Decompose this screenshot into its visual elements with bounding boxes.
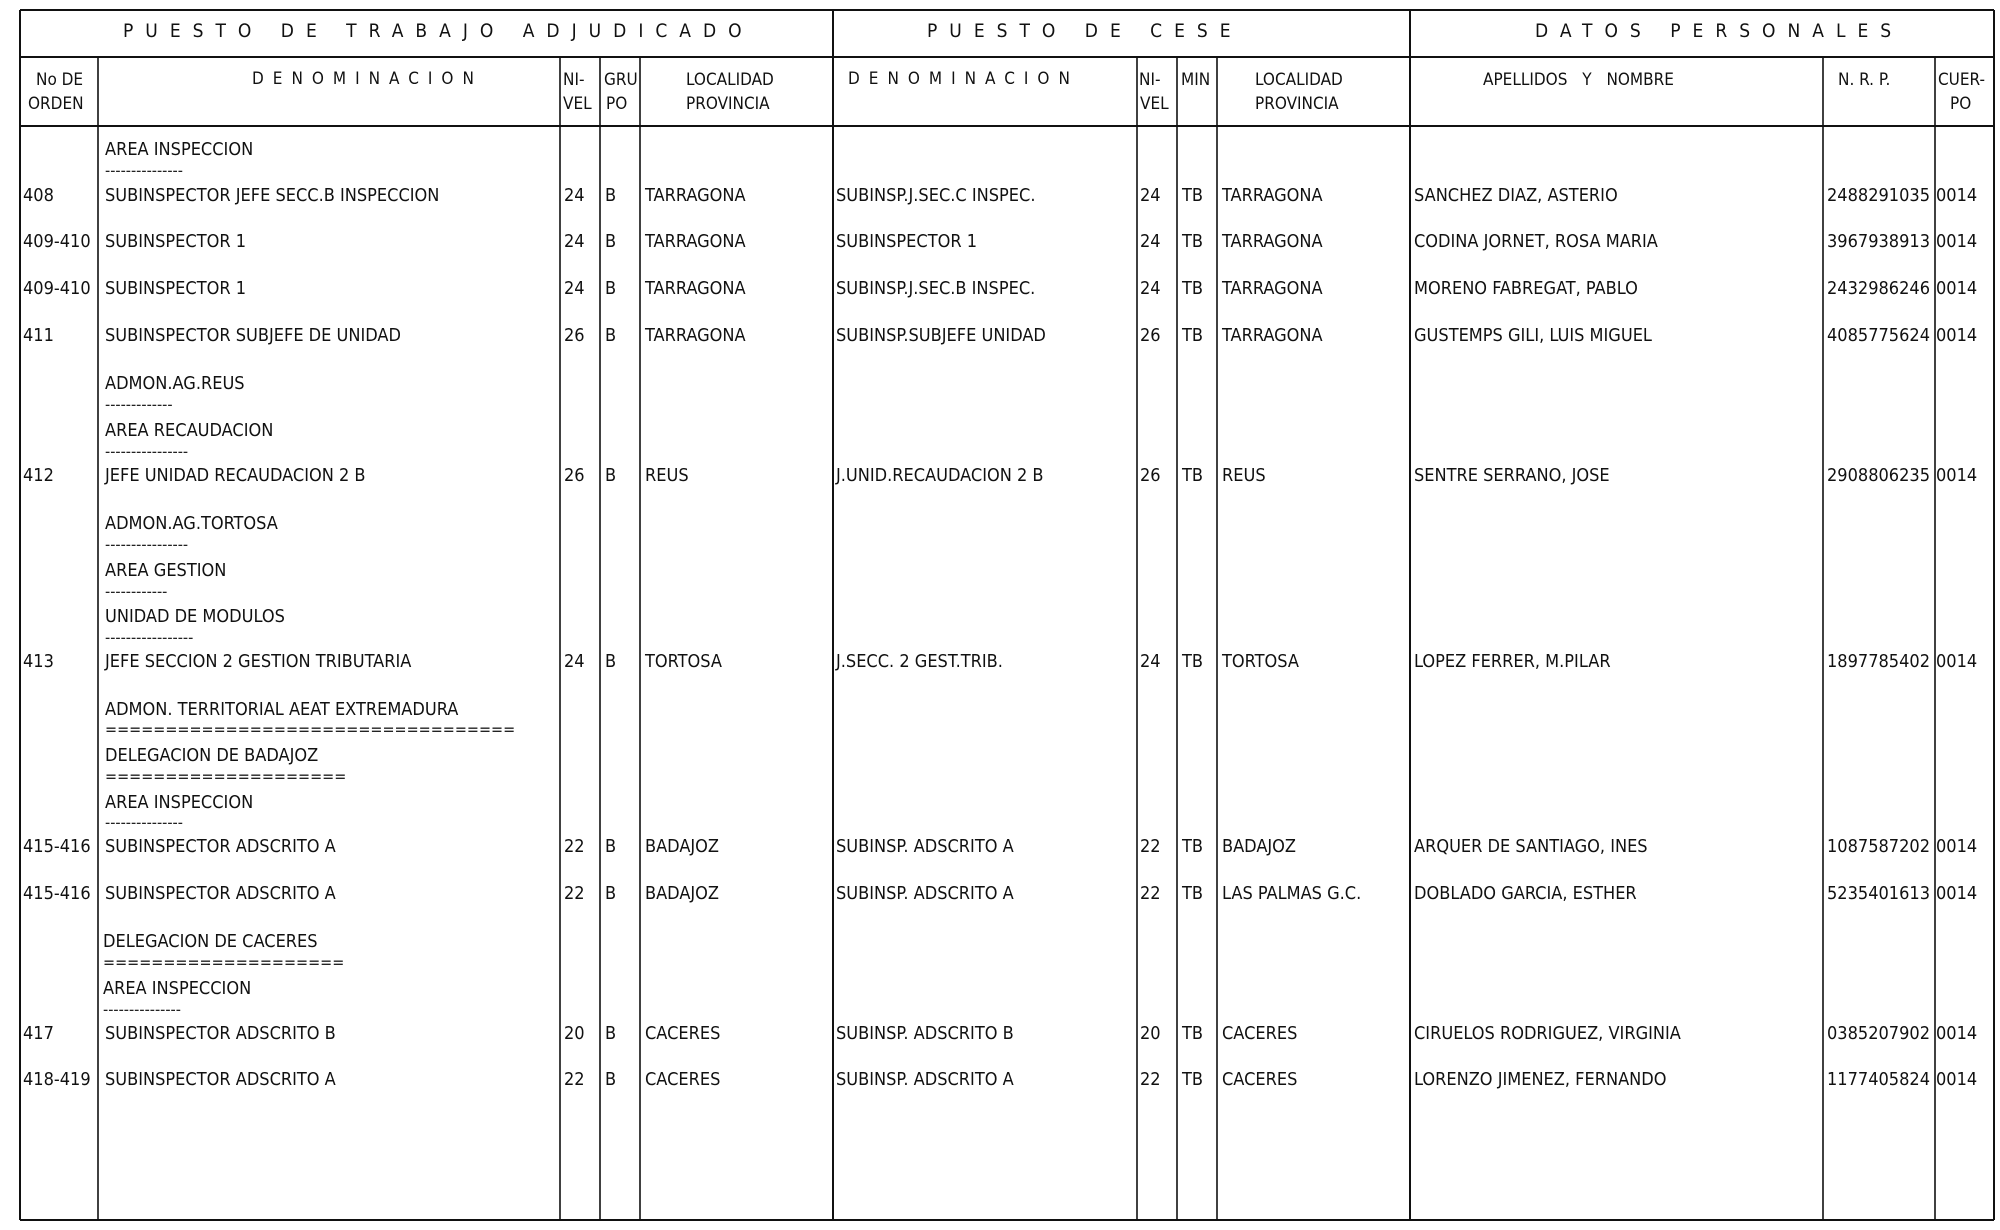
row-cese-localidad: TORTOSA	[1222, 651, 1299, 672]
row-cese-denominacion: J.UNID.RECAUDACION 2 B	[836, 465, 1044, 486]
row-cese-denominacion: J.SECC. 2 GEST.TRIB.	[836, 651, 1003, 672]
row-grupo: B	[605, 185, 617, 206]
row-nombre: MORENO FABREGAT, PABLO	[1414, 278, 1638, 299]
row-denominacion: JEFE SECCION 2 GESTION TRIBUTARIA	[105, 651, 412, 672]
row-orden: 409-410	[23, 231, 91, 252]
row-denominacion: SUBINSPECTOR ADSCRITO A	[105, 836, 336, 857]
header-grupo-2: PO	[606, 94, 628, 114]
header-cese-localidad-2: PROVINCIA	[1255, 94, 1339, 114]
row-localidad: BADAJOZ	[645, 883, 720, 904]
row-cese-localidad: REUS	[1222, 465, 1266, 486]
section-underline: ---------------	[105, 161, 183, 180]
row-cese-denominacion: SUBINSPECTOR 1	[836, 231, 978, 252]
row-orden: 415-416	[23, 883, 91, 904]
row-localidad: BADAJOZ	[645, 836, 720, 857]
header-localidad-1: LOCALIDAD	[686, 70, 774, 90]
row-localidad: REUS	[645, 465, 689, 486]
section-underline: ==================================	[105, 720, 516, 739]
header-nrp: N. R. P.	[1838, 70, 1891, 90]
header-cese-nivel-2: VEL	[1140, 94, 1169, 114]
row-nrp: 0385207902	[1827, 1023, 1931, 1044]
row-nombre: DOBLADO GARCIA, ESTHER	[1414, 883, 1637, 904]
header-group-cese: PUESTO DE CESE	[927, 20, 1243, 42]
row-denominacion: JEFE UNIDAD RECAUDACION 2 B	[105, 465, 366, 486]
section-title: AREA INSPECCION	[103, 978, 252, 999]
row-nrp: 1897785402	[1827, 651, 1931, 672]
row-orden: 412	[23, 465, 54, 486]
row-cese-nivel: 24	[1140, 651, 1161, 672]
row-cese-nivel: 22	[1140, 836, 1161, 857]
row-cese-localidad: BADAJOZ	[1222, 836, 1297, 857]
section-title: AREA RECAUDACION	[105, 420, 274, 441]
row-cese-denominacion: SUBINSP. ADSCRITO A	[836, 1069, 1014, 1090]
row-nombre: LORENZO JIMENEZ, FERNANDO	[1414, 1069, 1667, 1090]
row-localidad: TARRAGONA	[645, 325, 746, 346]
section-underline: ---------------	[103, 1000, 181, 1019]
header-cese-nivel-1: NI-	[1139, 70, 1161, 90]
row-nivel: 24	[564, 278, 585, 299]
row-cese-denominacion: SUBINSP.SUBJEFE UNIDAD	[836, 325, 1046, 346]
row-nivel: 22	[564, 1069, 585, 1090]
row-cese-denominacion: SUBINSP.J.SEC.C INSPEC.	[836, 185, 1036, 206]
section-title: DELEGACION DE BADAJOZ	[105, 745, 319, 766]
header-group-adjudicado: PUESTO DE TRABAJO ADJUDICADO	[123, 20, 754, 42]
header-orden-2: ORDEN	[28, 94, 84, 114]
header-orden-1: No DE	[36, 70, 84, 90]
header-cuerpo-2: PO	[1950, 94, 1972, 114]
header-cese-localidad-1: LOCALIDAD	[1255, 70, 1343, 90]
row-nivel: 24	[564, 231, 585, 252]
row-nivel: 26	[564, 325, 585, 346]
row-localidad: TARRAGONA	[645, 231, 746, 252]
section-underline: ====================	[103, 953, 345, 972]
row-cese-localidad: TARRAGONA	[1222, 325, 1323, 346]
row-localidad: CACERES	[645, 1023, 721, 1044]
row-cuerpo: 0014	[1936, 278, 1978, 299]
row-denominacion: SUBINSPECTOR JEFE SECC.B INSPECCION	[105, 185, 440, 206]
row-nombre: SANCHEZ DIAZ, ASTERIO	[1414, 185, 1618, 206]
row-nrp: 4085775624	[1827, 325, 1931, 346]
row-grupo: B	[605, 231, 617, 252]
row-cuerpo: 0014	[1936, 1023, 1978, 1044]
row-grupo: B	[605, 1023, 617, 1044]
row-nivel: 20	[564, 1023, 585, 1044]
header-denominacion: DENOMINACION	[252, 69, 483, 89]
row-nrp: 1177405824	[1827, 1069, 1931, 1090]
row-orden: 413	[23, 651, 54, 672]
row-denominacion: SUBINSPECTOR ADSCRITO A	[105, 1069, 336, 1090]
section-title: DELEGACION DE CACERES	[103, 931, 318, 952]
row-cuerpo: 0014	[1936, 185, 1978, 206]
row-cuerpo: 0014	[1936, 651, 1978, 672]
row-cese-min: TB	[1182, 231, 1203, 252]
row-nombre: ARQUER DE SANTIAGO, INES	[1414, 836, 1648, 857]
row-cese-denominacion: SUBINSP.J.SEC.B INSPEC.	[836, 278, 1036, 299]
row-cese-min: TB	[1182, 465, 1203, 486]
header-cuerpo-1: CUER-	[1938, 70, 1985, 90]
section-title: AREA INSPECCION	[105, 792, 254, 813]
header-cese-denominacion: DENOMINACION	[848, 69, 1079, 89]
row-cese-min: TB	[1182, 325, 1203, 346]
header-nivel-2: VEL	[563, 94, 592, 114]
row-denominacion: SUBINSPECTOR SUBJEFE DE UNIDAD	[105, 325, 401, 346]
row-grupo: B	[605, 836, 617, 857]
row-cese-localidad: TARRAGONA	[1222, 185, 1323, 206]
row-cese-min: TB	[1182, 278, 1203, 299]
row-cese-nivel: 24	[1140, 185, 1161, 206]
row-grupo: B	[605, 325, 617, 346]
row-cuerpo: 0014	[1936, 231, 1978, 252]
row-cese-nivel: 26	[1140, 465, 1161, 486]
row-localidad: TARRAGONA	[645, 278, 746, 299]
row-cuerpo: 0014	[1936, 836, 1978, 857]
row-nrp: 2908806235	[1827, 465, 1931, 486]
row-nombre: GUSTEMPS GILI, LUIS MIGUEL	[1414, 325, 1652, 346]
header-grupo-1: GRU	[604, 70, 638, 90]
row-cuerpo: 0014	[1936, 325, 1978, 346]
section-underline: ----------------	[105, 535, 189, 554]
row-nivel: 24	[564, 185, 585, 206]
row-nivel: 26	[564, 465, 585, 486]
row-nivel: 22	[564, 836, 585, 857]
header-nivel-1: NI-	[563, 70, 585, 90]
header-cese-min: MIN	[1181, 70, 1211, 90]
row-nivel: 22	[564, 883, 585, 904]
row-nrp: 2432986246	[1827, 278, 1931, 299]
row-denominacion: SUBINSPECTOR 1	[105, 278, 247, 299]
row-denominacion: SUBINSPECTOR ADSCRITO B	[105, 1023, 336, 1044]
row-denominacion: SUBINSPECTOR 1	[105, 231, 247, 252]
section-title: AREA INSPECCION	[105, 139, 254, 160]
row-nombre: CODINA JORNET, ROSA MARIA	[1414, 231, 1658, 252]
row-nombre: CIRUELOS RODRIGUEZ, VIRGINIA	[1414, 1023, 1681, 1044]
row-cese-localidad: TARRAGONA	[1222, 231, 1323, 252]
section-title: UNIDAD DE MODULOS	[105, 606, 285, 627]
row-cese-nivel: 24	[1140, 231, 1161, 252]
row-cese-localidad: CACERES	[1222, 1069, 1298, 1090]
row-cuerpo: 0014	[1936, 1069, 1978, 1090]
row-nombre: SENTRE SERRANO, JOSE	[1414, 465, 1610, 486]
row-cese-min: TB	[1182, 1069, 1203, 1090]
row-denominacion: SUBINSPECTOR ADSCRITO A	[105, 883, 336, 904]
row-localidad: TORTOSA	[645, 651, 722, 672]
row-grupo: B	[605, 883, 617, 904]
row-grupo: B	[605, 465, 617, 486]
row-cese-min: TB	[1182, 651, 1203, 672]
row-cese-localidad: TARRAGONA	[1222, 278, 1323, 299]
section-title: AREA GESTION	[105, 560, 227, 581]
row-cese-denominacion: SUBINSP. ADSCRITO B	[836, 1023, 1014, 1044]
row-nrp: 2488291035	[1827, 185, 1931, 206]
row-cuerpo: 0014	[1936, 465, 1978, 486]
row-nivel: 24	[564, 651, 585, 672]
row-cese-denominacion: SUBINSP. ADSCRITO A	[836, 883, 1014, 904]
row-cese-nivel: 24	[1140, 278, 1161, 299]
row-nrp: 1087587202	[1827, 836, 1931, 857]
section-title: ADMON.AG.TORTOSA	[105, 513, 278, 534]
row-nrp: 5235401613	[1827, 883, 1931, 904]
section-underline: ---------------	[105, 813, 183, 832]
row-grupo: B	[605, 651, 617, 672]
row-cese-min: TB	[1182, 1023, 1203, 1044]
row-orden: 417	[23, 1023, 54, 1044]
row-cese-min: TB	[1182, 185, 1203, 206]
section-title: ADMON.AG.REUS	[105, 373, 245, 394]
section-underline: ----------------	[105, 442, 189, 461]
row-cese-denominacion: SUBINSP. ADSCRITO A	[836, 836, 1014, 857]
row-orden: 409-410	[23, 278, 91, 299]
row-cese-nivel: 26	[1140, 325, 1161, 346]
row-grupo: B	[605, 278, 617, 299]
row-orden: 408	[23, 185, 54, 206]
header-group-datos: DATOS PERSONALES	[1535, 20, 1904, 42]
row-cese-nivel: 22	[1140, 1069, 1161, 1090]
row-localidad: TARRAGONA	[645, 185, 746, 206]
header-localidad-2: PROVINCIA	[686, 94, 770, 114]
header-apellidos: APELLIDOS Y NOMBRE	[1483, 70, 1674, 90]
row-cese-localidad: CACERES	[1222, 1023, 1298, 1044]
section-underline: ------------	[105, 582, 168, 601]
row-orden: 415-416	[23, 836, 91, 857]
row-cese-nivel: 20	[1140, 1023, 1161, 1044]
row-orden: 418-419	[23, 1069, 91, 1090]
row-nrp: 3967938913	[1827, 231, 1931, 252]
row-cese-min: TB	[1182, 836, 1203, 857]
row-cese-nivel: 22	[1140, 883, 1161, 904]
row-localidad: CACERES	[645, 1069, 721, 1090]
row-orden: 411	[23, 325, 54, 346]
row-nombre: LOPEZ FERRER, M.PILAR	[1414, 651, 1611, 672]
section-title: ADMON. TERRITORIAL AEAT EXTREMADURA	[105, 699, 459, 720]
row-cuerpo: 0014	[1936, 883, 1978, 904]
section-underline: -------------	[105, 395, 173, 414]
row-cese-min: TB	[1182, 883, 1203, 904]
row-grupo: B	[605, 1069, 617, 1090]
row-cese-localidad: LAS PALMAS G.C.	[1222, 883, 1362, 904]
section-underline: -----------------	[105, 628, 194, 647]
section-underline: ====================	[105, 767, 347, 786]
